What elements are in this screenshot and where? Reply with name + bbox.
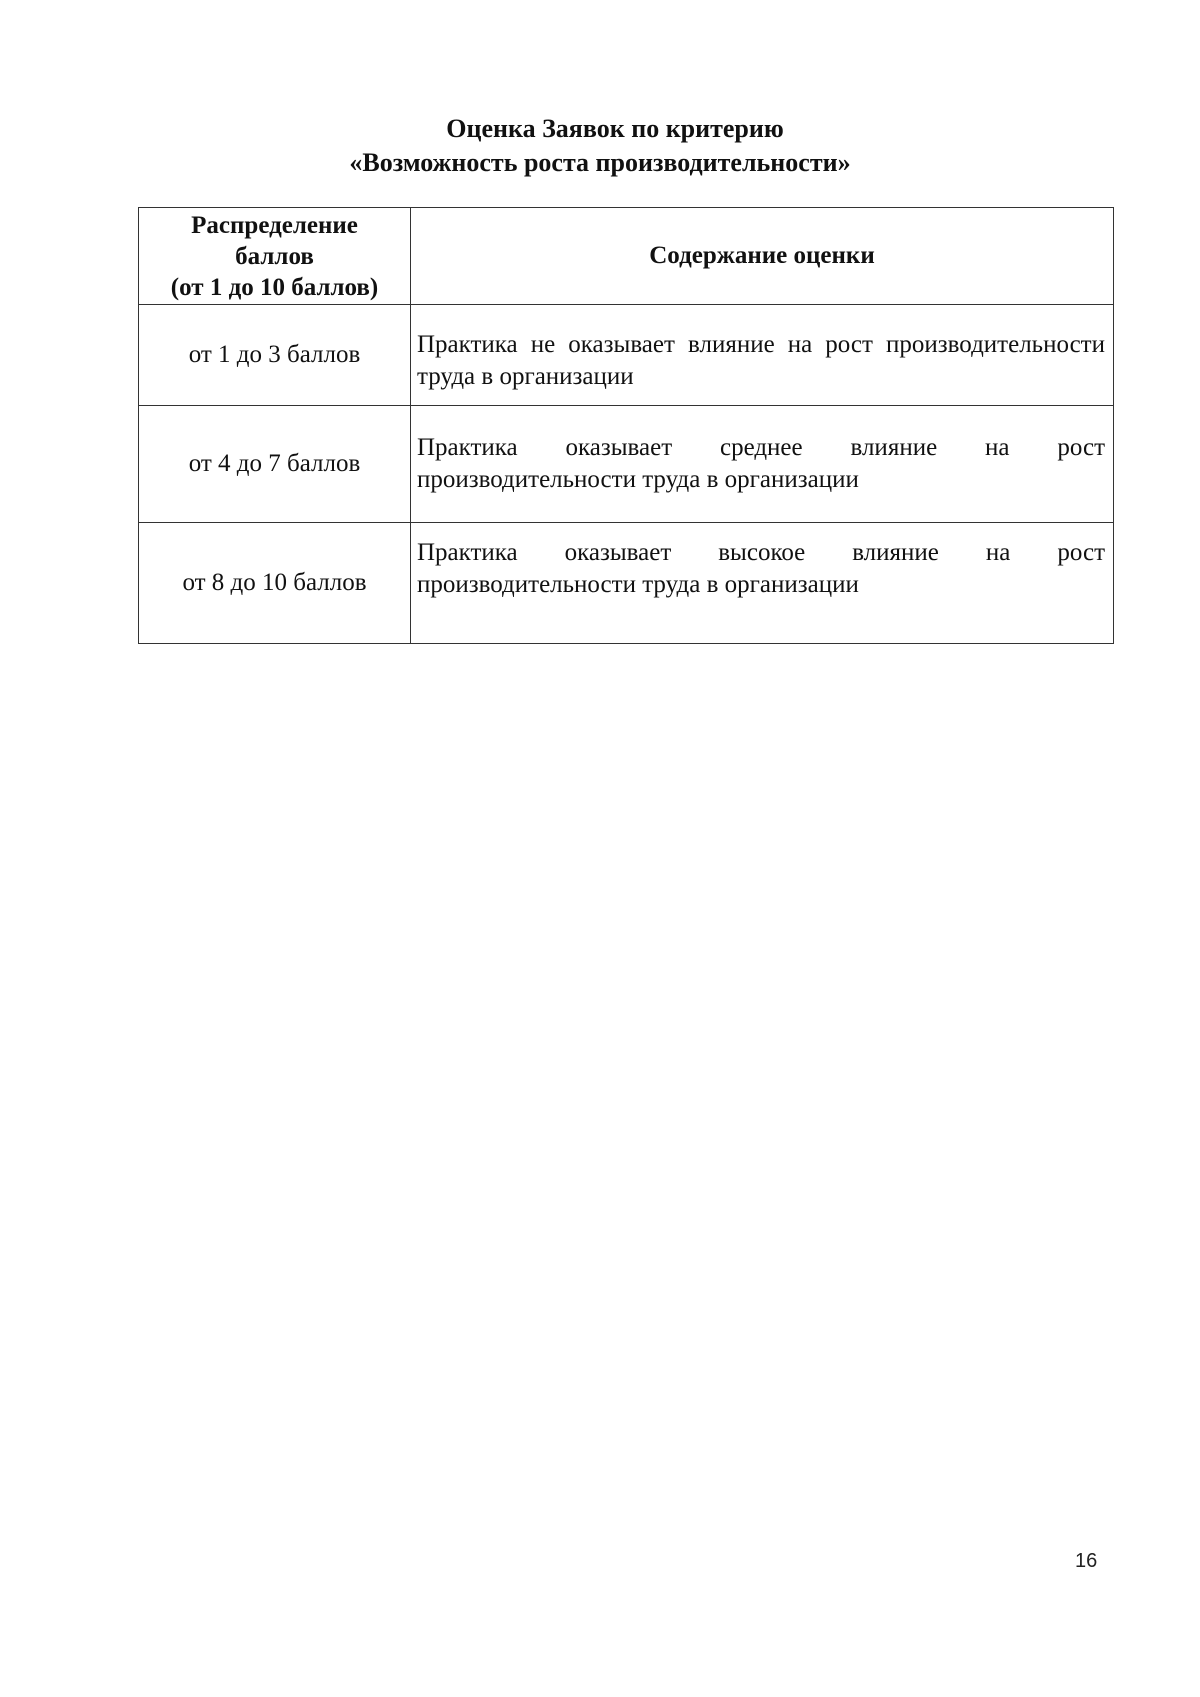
- title-line-1: Оценка Заявок по критерию: [446, 114, 784, 143]
- title-line-2: «Возможность роста производительности»: [349, 148, 851, 177]
- header-range-line-2: баллов: [235, 242, 314, 270]
- header-range-line-3: (от 1 до 10 баллов): [170, 273, 379, 301]
- table-row: [139, 305, 1114, 406]
- evaluation-text: Практика не оказывает влияние на рост производительности труда в организации: [417, 331, 1105, 390]
- header-evaluation-content: Содержание оценки: [411, 208, 1114, 305]
- table-row: [139, 523, 1114, 644]
- header-score-range: [139, 208, 411, 305]
- evaluation-text: Практика оказывает среднее влияние на рост производительности труда в организации: [417, 434, 1105, 493]
- score-range-cell: от 8 до 10 баллов: [139, 523, 411, 644]
- page-number: 16: [1075, 1550, 1098, 1572]
- table-row: [139, 406, 1114, 523]
- table-header-row: [139, 208, 1114, 305]
- evaluation-content-cell: [411, 523, 1114, 644]
- evaluation-content-cell: [411, 305, 1114, 406]
- header-range-line-1: Распределение: [191, 211, 358, 239]
- scoring-table: [138, 207, 1114, 644]
- evaluation-content-cell: [411, 406, 1114, 523]
- evaluation-text: Практика оказывает высокое влияние на рост производительности труда в организации: [417, 539, 1105, 598]
- score-range-cell: от 4 до 7 баллов: [139, 406, 411, 523]
- score-range-cell: от 1 до 3 баллов: [139, 305, 411, 406]
- document-title: [0, 112, 1200, 180]
